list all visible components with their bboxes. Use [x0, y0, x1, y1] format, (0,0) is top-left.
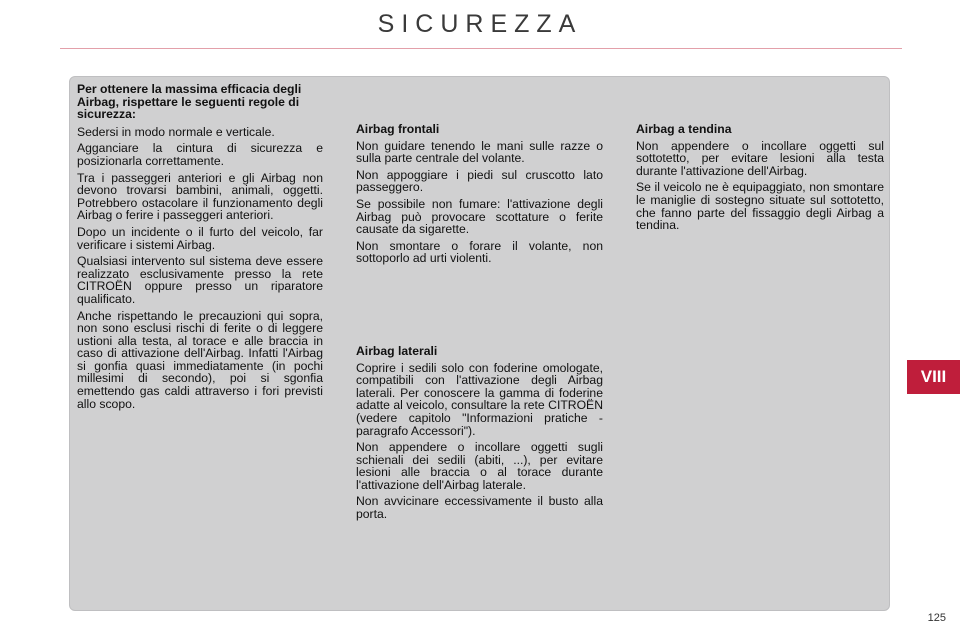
chapter-number: VIII: [920, 367, 947, 386]
safety-rule-paragraph: Dopo un incidente o il furto del veicolo, far verificare i sistemi Airbag.: [77, 224, 323, 252]
title-divider: [60, 48, 902, 49]
column-safety-rules: [77, 83, 323, 414]
safety-rule-paragraph: Agganciare la cintura di sicurezza e posizionarla correttamente.: [77, 141, 323, 168]
airbag-laterali-paragraph: Non avvicinare eccessivamente il busto alla porta.: [356, 494, 603, 522]
airbag-tendina-paragraph: Non appendere o incollare oggetti sul sottotetto, per evitare lesioni alla testa durante l'attivazione dell'Airbag.: [636, 138, 884, 178]
airbag-laterali-paragraph: Non appendere o incollare oggetti sugli schienali dei sedili (abiti, ...), per evitare lesioni alle braccia o al torace durante l'attivazione dell'Airbag laterale.: [356, 440, 603, 492]
column-frontal-lateral: [356, 83, 603, 525]
content-panel: [69, 76, 890, 611]
section-airbag-tendina: [636, 123, 884, 232]
airbag-laterali-heading: Airbag laterali: [356, 343, 438, 358]
airbag-frontali-heading: Airbag frontali: [356, 122, 440, 136]
safety-rule-paragraph: Tra i passeggeri anteriori e gli Airbag non devono trovarsi bambini, animali, oggetti. Potrebbero ostacolare il funzionamento degli Airbag o ferire i passeggeri anteriori.: [77, 170, 323, 223]
airbag-frontali-paragraph: Non appoggiare i piedi sul cruscotto lato passeggero.: [356, 167, 603, 195]
airbag-frontali-paragraph: Se possibile non fumare: l'attivazione degli Airbag può provocare scottature o ferite causate da sigarette.: [356, 196, 603, 237]
airbag-tendina-paragraph: Se il veicolo ne è equipaggiato, non smontare le maniglie di sostegno situate sul sottotetto, che fanno parte del fissaggio degli Airbag a tendina.: [636, 180, 884, 233]
safety-rule-paragraph: Sedersi in modo normale e verticale.: [77, 124, 275, 139]
column-curtain: [636, 83, 884, 236]
safety-rule-paragraph: Anche rispettando le precauzioni qui sopra, non sono esclusi rischi di ferite o di leggere ustioni alla testa, al torace e alle braccia in caso di attivazione dell'Airbag. Infatti l'Airbag si gonfia quasi immediatamente (in pochi millesimi di secondo), poi si sgonfia emettendo gas caldi attraverso i fori previsti allo scopo.: [77, 308, 323, 411]
page-title: SICUREZZA: [377, 10, 583, 38]
safety-rules-heading: Per ottenere la massima efficacia degli Airbag, rispettare le seguenti regole di sicurezza:: [77, 82, 302, 122]
page-number: 125: [927, 612, 946, 624]
section-airbag-frontali: [356, 123, 603, 265]
safety-rule-paragraph: Qualsiasi intervento sul sistema deve essere realizzato esclusivamente presso la rete CITROËN oppure presso un riparatore qualificato.: [77, 254, 323, 306]
airbag-tendina-heading: Airbag a tendina: [636, 122, 732, 136]
airbag-frontali-paragraph: Non guidare tenendo le mani sulle razze o sulla parte centrale del volante.: [356, 138, 603, 166]
airbag-laterali-paragraph: Coprire i sedili solo con foderine omologate, compatibili con l'attivazione degli Airbag laterali. Per conoscere la gamma di foderine adatte al veicolo, consultare la rete CITROËN (vedere capitolo "Informazioni pratiche - paragrafo Accessori").: [356, 360, 603, 438]
section-airbag-laterali: [356, 345, 603, 521]
airbag-frontali-paragraph: Non smontare o forare il volante, non sottoporlo ad urti violenti.: [356, 238, 603, 266]
chapter-tab: [907, 360, 960, 394]
